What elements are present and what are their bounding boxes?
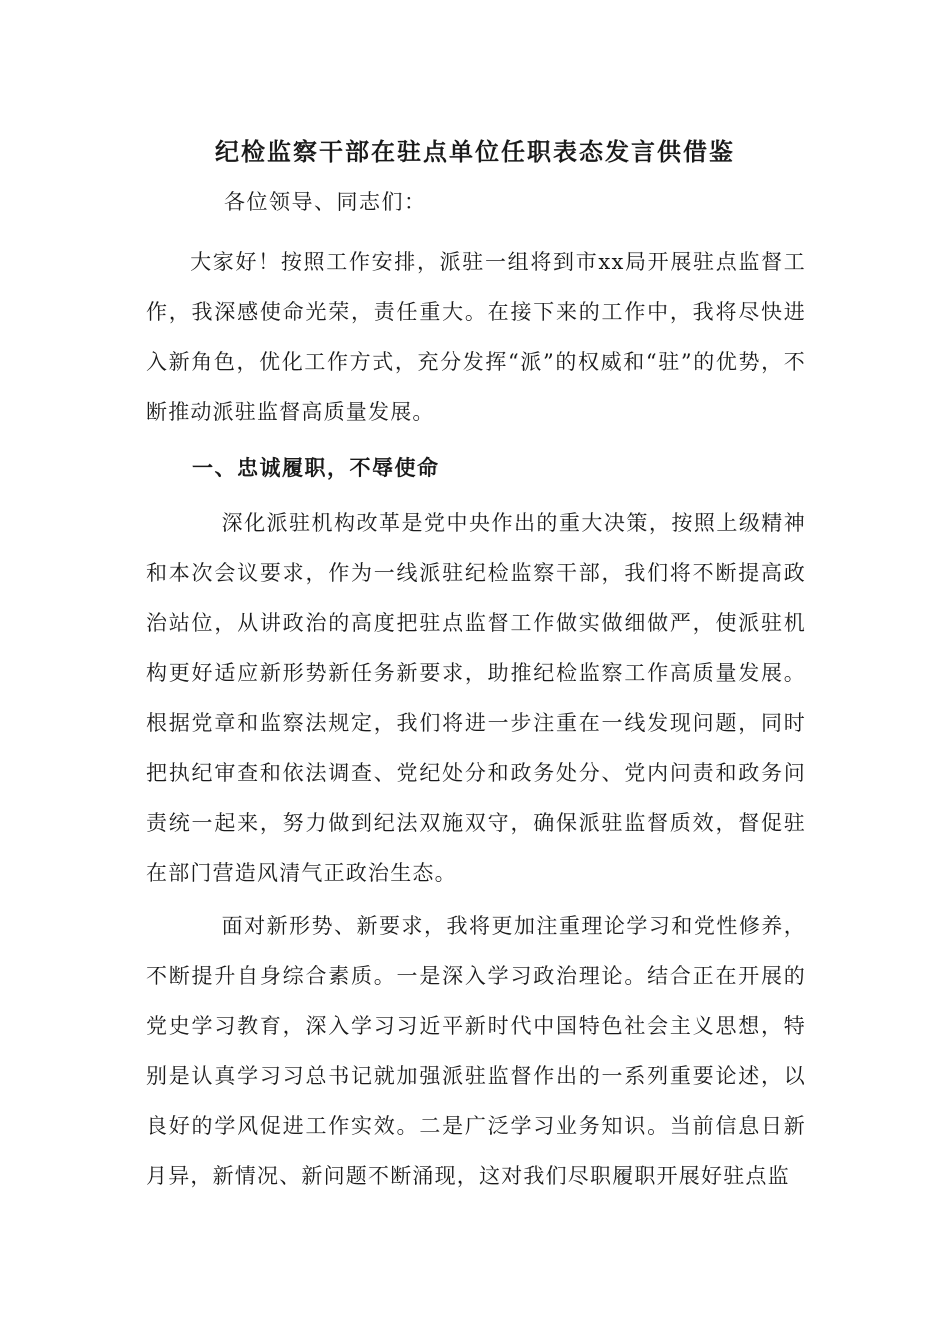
intro-paragraph: 大家好！按照工作安排，派驻一组将到市xx局开展驻点监督工作，我深感使命光荣，责任重大。在接下来的工作中，我将尽快进入新角色，优化工作方式，充分发挥“派”的权威和“驻”的优势，不断推动派驻监督高质量发展。 — [146, 250, 806, 424]
body-paragraph: 深化派驻机构改革是党中央作出的重大决策，按照上级精神和本次会议要求，作为一线派驻纪检监察干部，我们将不断提高政治站位，从讲政治的高度把驻点监督工作做实做细做严，使派驻机构更好适应新形势新任务新要求，助推纪检监察工作高质量发展。根据党章和监察法规定，我们将进一步注重在一线发现问题，同时把执纪审查和依法调查、党纪处分和政务处分、党内问责和政务问责统一起来，努力做到纪法双施双守，确保派驻监督质效，督促驻在部门营造风清气正政治生态。 — [146, 511, 806, 885]
section-heading: 一、忠诚履职，不辱使命 — [192, 455, 440, 480]
body-paragraph: 面对新形势、新要求，我将更加注重理论学习和党性修养，不断提升自身综合素质。一是深入学习政治理论。结合正在开展的党史学习教育，深入学习习近平新时代中国特色社会主义思想，特别是认真学习习总书记就加强派驻监督作出的一系列重要论述，以良好的学风促进工作实效。二是广泛学习业务知识。当前信息日新月异，新情况、新问题不断涌现，这对我们尽职履职开展好驻点监 — [146, 914, 806, 1188]
salutation: 各位领导、同志们： — [224, 190, 427, 214]
document-title: 纪检监察干部在驻点单位任职表态发言供借鉴 — [215, 137, 735, 166]
